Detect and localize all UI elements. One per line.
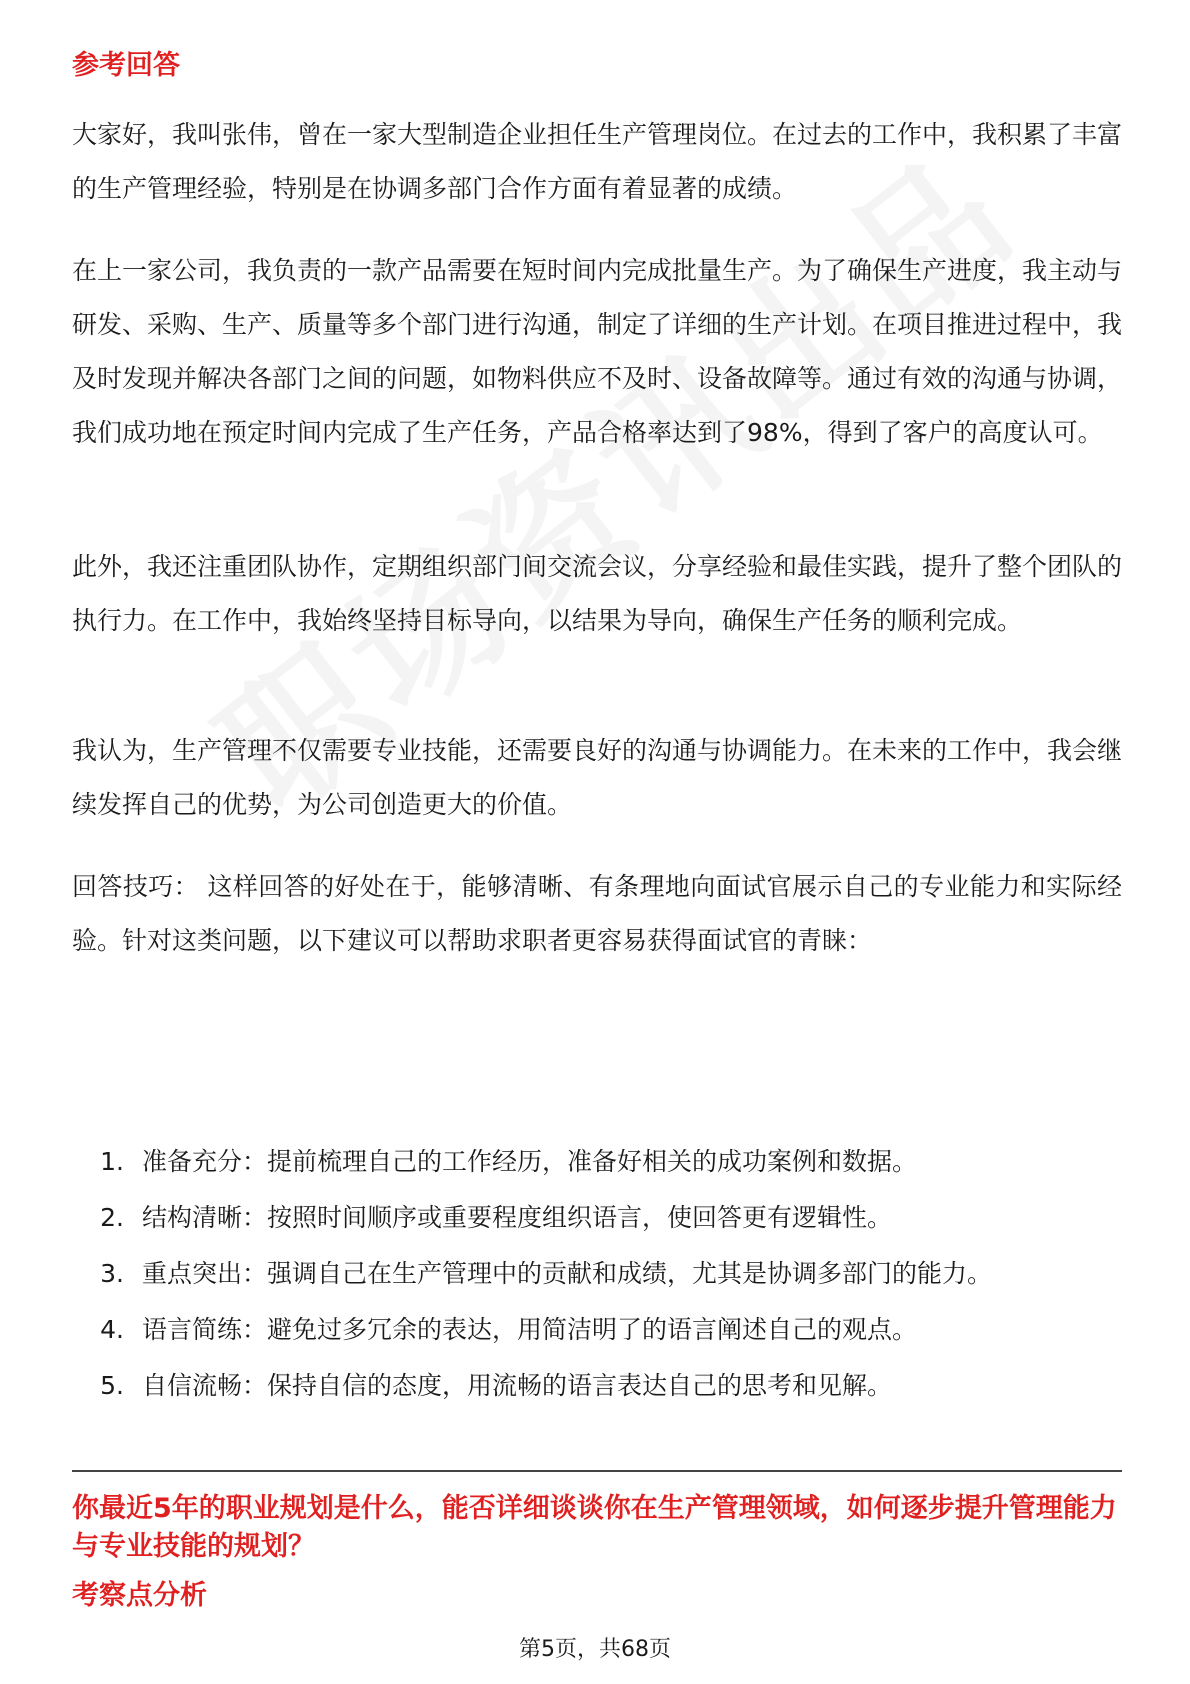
- list-item-text: 自信流畅：保持自信的态度，用流畅的语言表达自己的思考和见解。: [142, 1371, 893, 1400]
- list-item-number: 5.: [100, 1371, 124, 1400]
- list-item-number: 1.: [100, 1147, 124, 1176]
- list-item-number: 4.: [100, 1315, 124, 1344]
- list-item: [72, 1246, 1122, 1302]
- list-item-text: 语言简练：避免过多冗余的表达，用简洁明了的语言阐述自己的观点。: [142, 1315, 918, 1344]
- list-item-text: 准备充分：提前梳理自己的工作经历，准备好相关的成功案例和数据。: [142, 1147, 918, 1176]
- answer-paragraph-teamwork: 此外，我还注重团队协作，定期组织部门间交流会议，分享经验和最佳实践，提升了整个团队的执行力。在工作中，我始终坚持目标导向，以结果为导向，确保生产任务的顺利完成。: [72, 552, 1123, 635]
- answer-paragraph-project: 在上一家公司，我负责的一款产品需要在短时间内完成批量生产。为了确保生产进度，我主动与研发、采购、生产、质量等多个部门进行沟通，制定了详细的生产计划。在项目推进过程中，我及时发现并解决各部门之间的问题，如物料供应不及时、设备故障等。通过有效的沟通与协调，我们成功地在预定时间内完成了生产任务，产品合格率达到了98%，得到了客户的高度认可。: [72, 256, 1123, 447]
- list-item-number: 2.: [100, 1203, 124, 1232]
- answer-paragraph-conclusion: 我认为，生产管理不仅需要专业技能，还需要良好的沟通与协调能力。在未来的工作中，我会继续发挥自己的优势，为公司创造更大的价值。: [72, 736, 1123, 819]
- list-item: [72, 1302, 1122, 1358]
- page-number-footer: 第5页，共68页: [519, 1637, 671, 1662]
- list-item-text: 重点突出：强调自己在生产管理中的贡献和成绩，尤其是协调多部门的能力。: [142, 1259, 993, 1288]
- section-divider: [72, 1470, 1122, 1472]
- list-item: [72, 1134, 1122, 1190]
- answer-tips-intro: 回答技巧： 这样回答的好处在于，能够清晰、有条理地向面试官展示自己的专业能力和实际经验。针对这类问题，以下建议可以帮助求职者更容易获得面试官的青睐：: [72, 872, 1122, 955]
- tips-list: [72, 1134, 1122, 1414]
- analysis-heading: 考察点分析: [72, 1580, 207, 1611]
- answer-paragraph-intro: 大家好，我叫张伟，曾在一家大型制造企业担任生产管理岗位。在过去的工作中，我积累了丰富的生产管理经验，特别是在协调多部门合作方面有着显著的成绩。: [72, 120, 1123, 203]
- next-question-title: 你最近5年的职业规划是什么，能否详细谈谈你在生产管理领域，如何逐步提升管理能力与专业技能的规划？: [72, 1493, 1117, 1562]
- list-item-number: 3.: [100, 1259, 124, 1288]
- reference-answer-heading: 参考回答: [72, 50, 180, 81]
- list-item: [72, 1190, 1122, 1246]
- list-item-text: 结构清晰：按照时间顺序或重要程度组织语言，使回答更有逻辑性。: [142, 1203, 893, 1232]
- list-item: [72, 1358, 1122, 1414]
